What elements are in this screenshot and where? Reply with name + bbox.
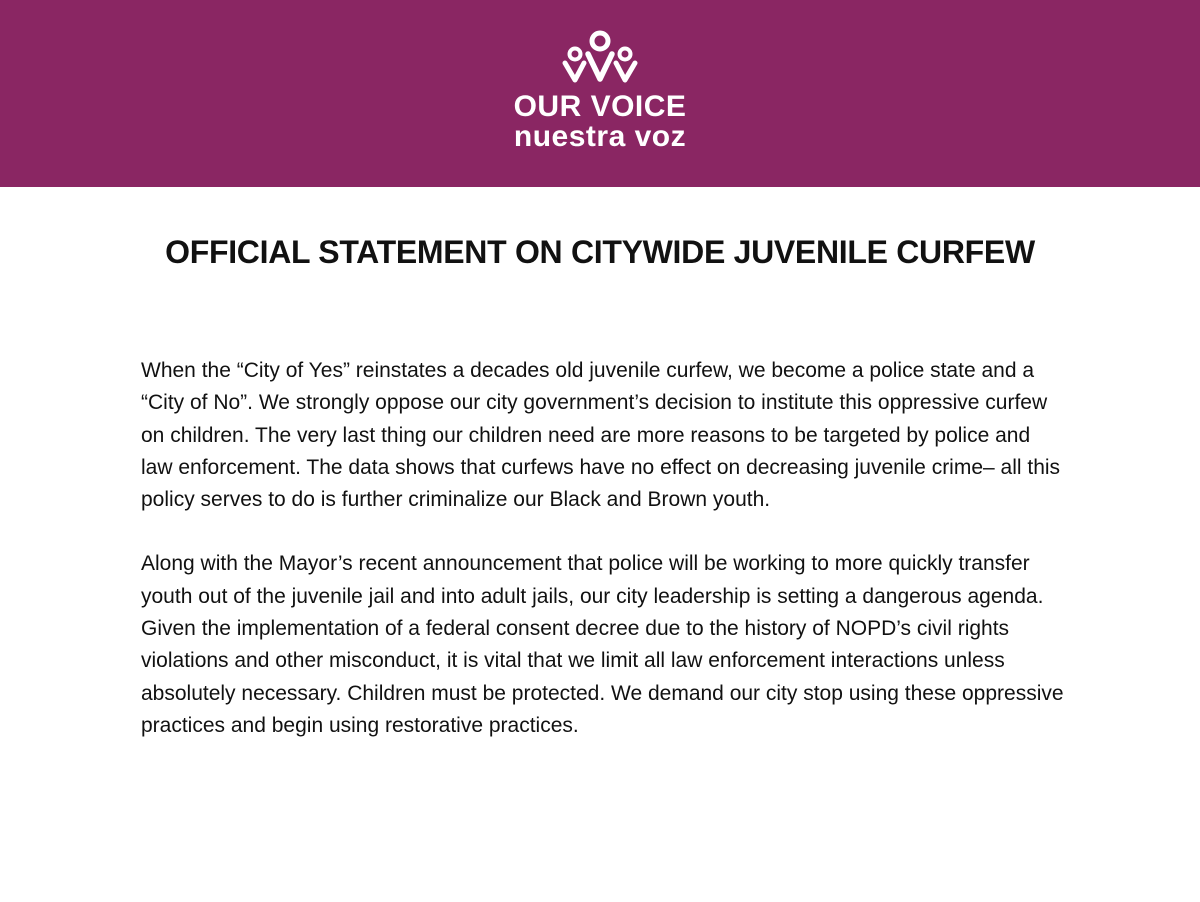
statement-body [141, 355, 1066, 774]
statement-paragraph: Along with the Mayor’s recent announcement that police will be working to more quickly transfer youth out of the juvenile jail and into adult jails, our city leadership is setting a dangerous agenda. Given the implementation of a federal consent decree due to the history of NOPD’s civil rights violations and other misconduct, it is vital that we limit all law enforcement interactions unless absolutely necessary. Children must be protected. We demand our city stop using these oppressive practices and begin using restorative practices. [141, 552, 1064, 737]
logo-text-secondary: nuestra voz [513, 120, 687, 153]
statement-paragraph: When the “City of Yes” reinstates a decades old juvenile curfew, we become a police state and a “City of No”. We strongly oppose our city government’s decision to institute this oppressive curfew on children. The very last thing our children need are more reasons to be targeted by police and law enforcement. The data shows that curfews have no effect on decreasing juvenile crime– all this policy serves to do is further criminalize our Black and Brown youth. [141, 359, 1061, 512]
three-people-icon [560, 30, 640, 86]
statement-title: OFFICIAL STATEMENT ON CITYWIDE JUVENILE CURFEW [165, 234, 1035, 270]
logo-text-primary: OUR VOICE [513, 90, 687, 123]
header-banner [0, 0, 1200, 187]
logo [0, 30, 1200, 152]
